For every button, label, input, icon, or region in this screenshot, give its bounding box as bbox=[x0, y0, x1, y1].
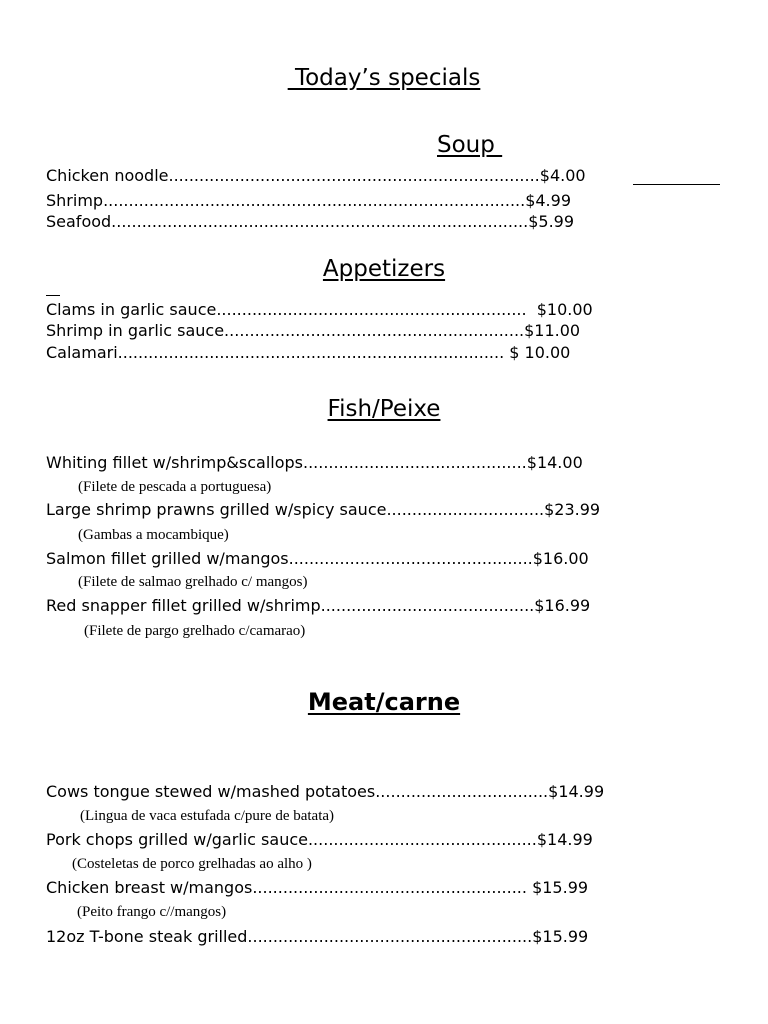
menu-item: Chicken noodle.........................................................................$4.00 bbox=[46, 166, 586, 185]
menu-item: Chicken breast w/mangos...................................................... $15.99 bbox=[46, 878, 589, 897]
underline-rule bbox=[46, 295, 60, 296]
menu-item: Whiting fillet w/shrimp&scallops............................................$14.00 bbox=[46, 453, 583, 472]
section-heading-appetizers: Appetizers bbox=[322, 256, 446, 282]
menu-item: Red snapper fillet grilled w/shrimp..........................................$16.99 bbox=[46, 596, 591, 615]
menu-item-translation: (Filete de salmao grelhado c/ mangos) bbox=[78, 574, 308, 590]
menu-item: Pork chops grilled w/garlic sauce.............................................$14.99 bbox=[46, 830, 593, 849]
menu-item: Seafood..................................................................................$5.99 bbox=[46, 212, 575, 231]
menu-item-translation: (Filete de pescada a portuguesa) bbox=[78, 479, 272, 495]
menu-item: Large shrimp prawns grilled w/spicy sauce...............................$23.99 bbox=[46, 500, 601, 519]
menu-item: Cows tongue stewed w/mashed potatoes..................................$14.99 bbox=[46, 782, 605, 801]
menu-item-translation: (Peito frango c//mangos) bbox=[77, 904, 227, 920]
page-title: Today’s specials bbox=[287, 65, 481, 91]
menu-item: Calamari............................................................................ $ 10.00 bbox=[46, 343, 571, 362]
section-heading-meat: Meat/carne bbox=[307, 688, 461, 716]
menu-item: Shrimp in garlic sauce...........................................................$11.00 bbox=[46, 321, 581, 340]
underline-rule bbox=[633, 184, 720, 185]
menu-item-translation: (Lingua de vaca estufada c/pure de batata) bbox=[80, 808, 335, 824]
menu-item-translation: (Costeletas de porco grelhadas ao alho ) bbox=[72, 856, 312, 872]
menu-item: Shrimp...................................................................................$4.99 bbox=[46, 191, 571, 210]
section-heading-soup: Soup bbox=[437, 132, 503, 158]
menu-item-translation: (Filete de pargo grelhado c/camarao) bbox=[84, 623, 306, 639]
menu-item: Clams in garlic sauce............................................................. $10.00 bbox=[46, 300, 593, 319]
menu-item-translation: (Gambas a mocambique) bbox=[78, 527, 229, 543]
menu-item: Salmon fillet grilled w/mangos................................................$16.00 bbox=[46, 549, 589, 568]
section-heading-fish: Fish/Peixe bbox=[327, 396, 441, 422]
menu-item: 12oz T-bone steak grilled........................................................$15.99 bbox=[46, 927, 589, 946]
